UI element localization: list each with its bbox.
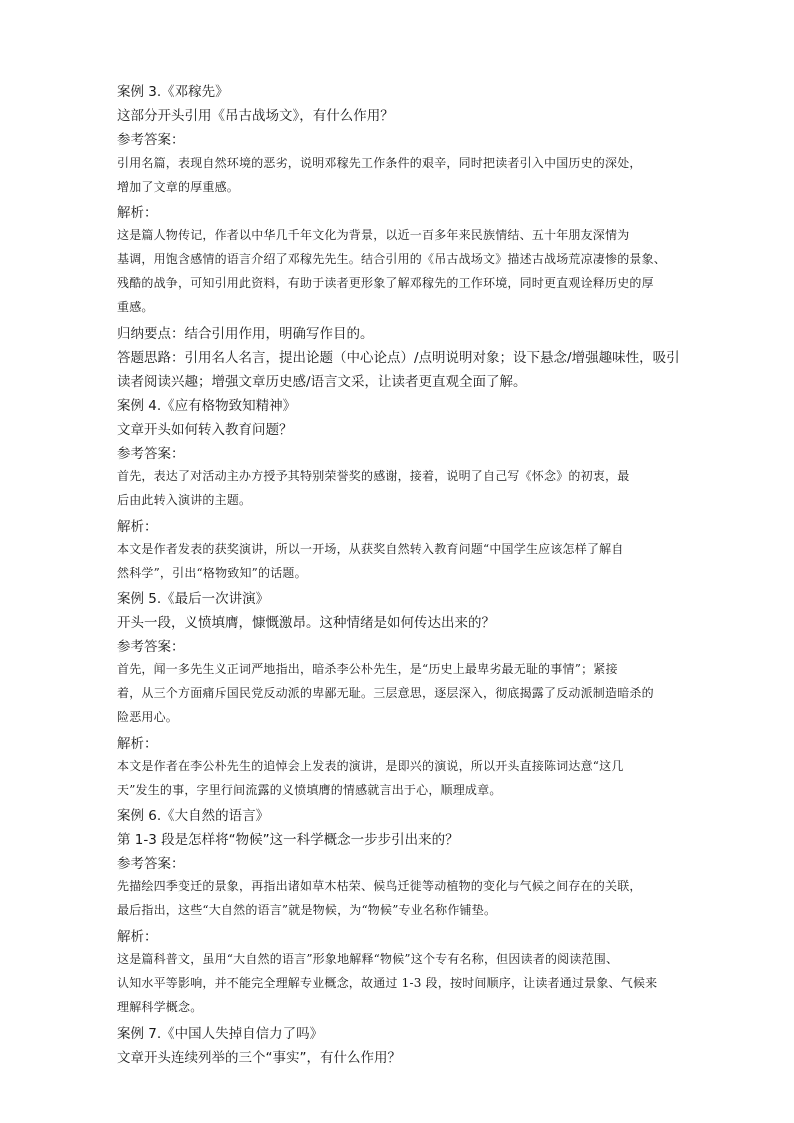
analysis-line: 这是篇科普文，虽用“大自然的语言”形象地解释“物候”这个专有名称，但因读者的阅读范围、 [117, 952, 619, 966]
case-question: 这部分开头引用《吊古战场文》，有什么作用？ [117, 108, 394, 124]
case-question: 第 1-3 段是怎样将“物候”这一科学概念一步步引出来的？ [117, 832, 459, 848]
answer-line: 首先，表达了对活动主办方授予其特别荣誉奖的感谢，接着，说明了自己写《怀念》的初衷，最 [117, 469, 630, 483]
answer-line: 引用名篇，表现自然环境的恶劣，说明邓稼先工作条件的艰辛，同时把读者引入中国历史的深处， [117, 156, 642, 170]
analysis-label: 解析： [117, 929, 158, 945]
analysis-line: 天”发生的事，字里行间流露的义愤填膺的情感就言出于心，顺理成章。 [117, 783, 502, 797]
analysis-line: 基调，用饱含感情的语言介绍了邓稼先先生。结合引用的《吊古战场文》描述古战场荒凉凄惨的景象、 [117, 252, 667, 266]
case-question: 文章开头连续列举的三个“事实”，有什么作用？ [117, 1050, 401, 1066]
analysis-line: 然科学”，引出“格物致知”的话题。 [117, 566, 307, 580]
analysis-line: 残酷的战争，可知引用此资料，有助于读者更形象了解邓稼先的工作环境，同时更直观诠释历史的厚 [117, 276, 654, 290]
answer-label: 参考答案： [117, 446, 185, 462]
case-title: 案例 5.《最后一次讲演》 [117, 591, 270, 607]
answer-label: 参考答案： [117, 856, 185, 872]
summary-approach-cont: 读者阅读兴趣；增强文章历史感/语言文采，让读者更直观全面了解。 [117, 374, 527, 390]
analysis-line: 认知水平等影响，并不能完全理解专业概念，故通过 1-3 段，按时间顺序，让读者通过景象、气候来 [117, 976, 658, 990]
analysis-label: 解析： [117, 519, 158, 535]
analysis-label: 解析： [117, 736, 158, 752]
analysis-line: 这是篇人物传记，作者以中华几千年文化为背景，以近一百多年来民族情结、五十年朋友深情为 [117, 228, 630, 242]
analysis-line: 本文是作者发表的获奖演讲，所以一开场，从获奖自然转入教育问题“中国学生应该怎样了解自 [117, 542, 624, 556]
summary-approach: 答题思路：引用名人名言，提出论题（中心论点）/点明说明对象；设下悬念/增强趣味性，吸引 [117, 350, 680, 366]
answer-label: 参考答案： [117, 132, 185, 148]
answer-line: 先描绘四季变迁的景象，再指出诸如草木枯荣、候鸟迁徙等动植物的变化与气候之间存在的关联， [117, 879, 642, 893]
analysis-line: 理解科学概念。 [117, 1000, 203, 1014]
analysis-line: 本文是作者在李公朴先生的追悼会上发表的演讲，是即兴的演说，所以开头直接陈词达意“这几 [117, 759, 624, 773]
case-title: 案例 7.《中国人失掉自信力了吗》 [117, 1026, 324, 1042]
case-question: 开头一段，义愤填膺，慷慨激昂。这种情绪是如何传达出来的？ [117, 615, 495, 631]
analysis-label: 解析： [117, 205, 158, 221]
answer-line: 增加了文章的厚重感。 [117, 180, 240, 194]
case-title: 案例 3.《邓稼先》 [117, 84, 229, 100]
answer-line: 着，从三个方面痛斥国民党反动派的卑鄙无耻。三层意思，逐层深入，彻底揭露了反动派制造暗杀的 [117, 686, 654, 700]
answer-line: 首先，闻一多先生义正词严地指出，暗杀李公朴先生，是“历史上最卑劣最无耻的事情”；紧接 [117, 662, 618, 676]
analysis-line: 重感。 [117, 300, 154, 314]
summary-points: 归纳要点：结合引用作用，明确写作目的。 [117, 326, 374, 342]
case-title: 案例 4.《应有格物致知精神》 [117, 398, 297, 414]
case-question: 文章开头如何转入教育问题？ [117, 422, 293, 438]
case-title: 案例 6.《大自然的语言》 [117, 808, 270, 824]
answer-line: 险恶用心。 [117, 710, 179, 724]
answer-line: 后由此转入演讲的主题。 [117, 493, 252, 507]
answer-line: 最后指出，这些“大自然的语言”就是物候，为“物候”专业名称作铺垫。 [117, 903, 497, 917]
answer-label: 参考答案： [117, 639, 185, 655]
